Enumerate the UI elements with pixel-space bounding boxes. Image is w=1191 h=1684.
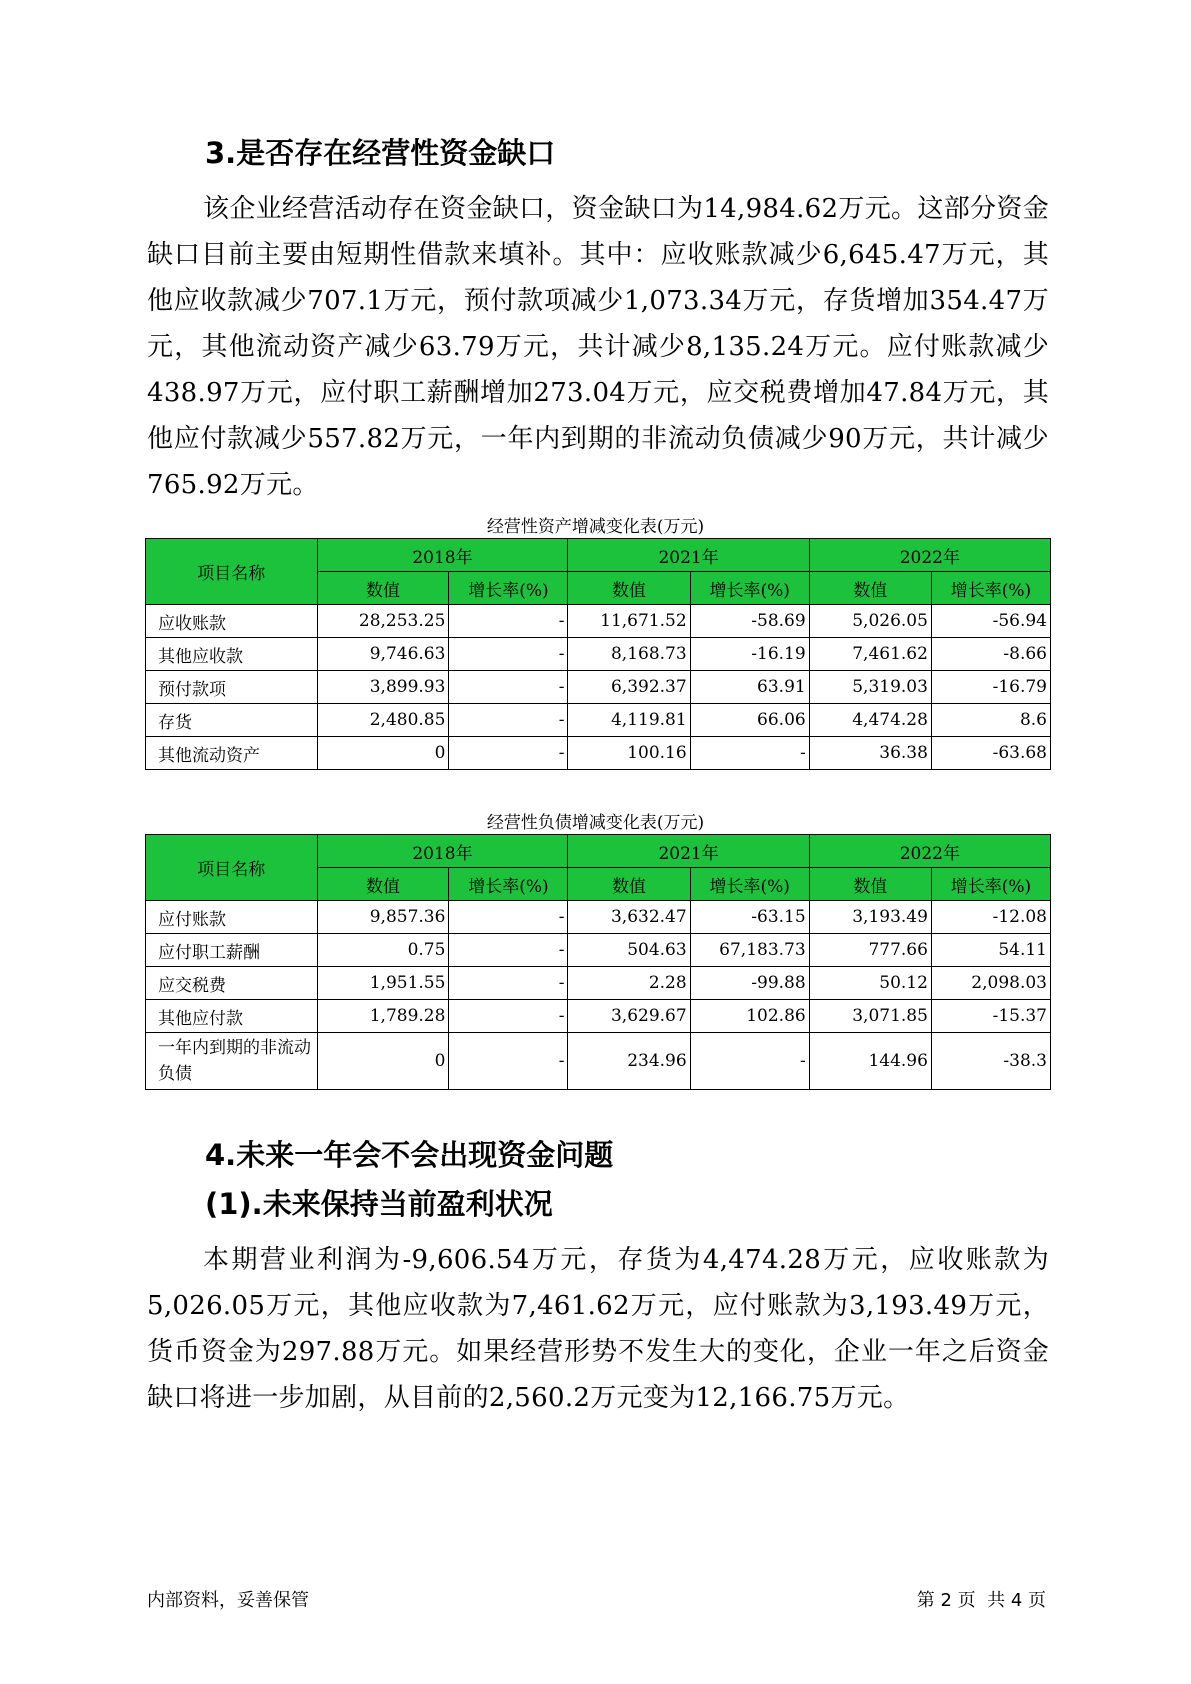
page-number: 第 2 页 共 4 页	[916, 1590, 1046, 1611]
value-2021: 234.96	[568, 1033, 690, 1090]
table-row	[146, 934, 1051, 967]
rate-2021: 67,183.73	[690, 934, 809, 967]
row-name: 其他应付款	[146, 1000, 318, 1033]
section4-paragraph: 本期营业利润为-9,606.54万元，存货为4,474.28万元，应收账款为5,026.05万元，其他应收款为7,461.62万元，应付账款为3,193.49万元，货币资金为297.88万元。如果经营形势不发生大的变化，企业一年之后资金缺口将进一步加剧，从目前的2,560.2万元变为12,166.75万元。	[147, 1245, 1049, 1413]
table-row	[146, 671, 1051, 704]
col-year-2022: 2022年	[809, 835, 1050, 868]
value-2021: 100.16	[568, 737, 690, 770]
col-year-2018: 2018年	[317, 835, 568, 868]
section4-subtitle: (1).未来保持当前盈利状况	[205, 1187, 553, 1221]
value-2018: 0	[317, 737, 449, 770]
rate-2018: -	[449, 967, 568, 1000]
row-name: 应收账款	[146, 605, 318, 638]
row-name: 预付款项	[146, 671, 318, 704]
value-2018: 2,480.85	[317, 704, 449, 737]
col-value: 数值	[568, 868, 690, 901]
rate-2022: 2,098.03	[931, 967, 1050, 1000]
value-2018: 0	[317, 1033, 449, 1090]
rate-2021: -63.15	[690, 901, 809, 934]
assets-table-caption: 经营性资产增减变化表(万元)	[486, 517, 705, 537]
col-item-name: 项目名称	[146, 835, 318, 901]
rate-2018: -	[449, 1033, 568, 1090]
rate-2021: 66.06	[690, 704, 809, 737]
value-2021: 2.28	[568, 967, 690, 1000]
value-2018: 3,899.93	[317, 671, 449, 704]
row-name: 应交税费	[146, 967, 318, 1000]
rate-2022: -63.68	[931, 737, 1050, 770]
table-row	[146, 605, 1051, 638]
value-2018: 1,951.55	[317, 967, 449, 1000]
col-year-2021: 2021年	[568, 539, 809, 572]
value-2022: 5,319.03	[809, 671, 931, 704]
value-2022: 3,193.49	[809, 901, 931, 934]
rate-2021: -99.88	[690, 967, 809, 1000]
col-year-2018: 2018年	[317, 539, 568, 572]
rate-2018: -	[449, 605, 568, 638]
col-item-name: 项目名称	[146, 539, 318, 605]
rate-2022: -8.66	[931, 638, 1050, 671]
col-value: 数值	[809, 572, 931, 605]
row-name: 一年内到期的非流动负债	[146, 1033, 318, 1090]
value-2021: 504.63	[568, 934, 690, 967]
rate-2022: -38.3	[931, 1033, 1050, 1090]
rate-2018: -	[449, 901, 568, 934]
value-2022: 777.66	[809, 934, 931, 967]
col-value: 数值	[568, 572, 690, 605]
col-rate: 增长率(%)	[449, 572, 568, 605]
rate-2018: -	[449, 934, 568, 967]
rate-2022: -15.37	[931, 1000, 1050, 1033]
row-name: 应付账款	[146, 901, 318, 934]
col-rate: 增长率(%)	[931, 572, 1050, 605]
col-rate: 增长率(%)	[931, 868, 1050, 901]
value-2021: 4,119.81	[568, 704, 690, 737]
rate-2021: -	[690, 1033, 809, 1090]
table-row	[146, 638, 1051, 671]
rate-2018: -	[449, 737, 568, 770]
col-value: 数值	[317, 572, 449, 605]
table-row	[146, 967, 1051, 1000]
value-2018: 28,253.25	[317, 605, 449, 638]
value-2021: 3,629.67	[568, 1000, 690, 1033]
rate-2018: -	[449, 638, 568, 671]
rate-2022: 54.11	[931, 934, 1050, 967]
row-name: 其他流动资产	[146, 737, 318, 770]
liabilities-table-caption: 经营性负债增减变化表(万元)	[486, 813, 705, 833]
value-2021: 11,671.52	[568, 605, 690, 638]
rate-2021: -16.19	[690, 638, 809, 671]
assets-table	[145, 538, 1051, 770]
rate-2022: -16.79	[931, 671, 1050, 704]
col-value: 数值	[809, 868, 931, 901]
rate-2018: -	[449, 671, 568, 704]
value-2022: 7,461.62	[809, 638, 931, 671]
rate-2021: 63.91	[690, 671, 809, 704]
liabilities-table	[145, 834, 1051, 1090]
row-name: 其他应收款	[146, 638, 318, 671]
section4-title: 4.未来一年会不会出现资金问题	[205, 1138, 614, 1172]
rate-2021: -58.69	[690, 605, 809, 638]
value-2021: 6,392.37	[568, 671, 690, 704]
value-2018: 0.75	[317, 934, 449, 967]
col-year-2022: 2022年	[809, 539, 1050, 572]
value-2018: 9,857.36	[317, 901, 449, 934]
value-2021: 3,632.47	[568, 901, 690, 934]
section3-title: 3.是否存在经营性资金缺口	[205, 136, 556, 170]
rate-2018: -	[449, 1000, 568, 1033]
col-rate: 增长率(%)	[690, 572, 809, 605]
col-value: 数值	[317, 868, 449, 901]
value-2022: 36.38	[809, 737, 931, 770]
value-2022: 144.96	[809, 1033, 931, 1090]
value-2021: 8,168.73	[568, 638, 690, 671]
table-row	[146, 1000, 1051, 1033]
rate-2018: -	[449, 704, 568, 737]
rate-2022: -56.94	[931, 605, 1050, 638]
rate-2021: 102.86	[690, 1000, 809, 1033]
row-name: 应付职工薪酬	[146, 934, 318, 967]
col-rate: 增长率(%)	[690, 868, 809, 901]
value-2018: 9,746.63	[317, 638, 449, 671]
rate-2022: -12.08	[931, 901, 1050, 934]
value-2022: 5,026.05	[809, 605, 931, 638]
table-row	[146, 1033, 1051, 1090]
value-2018: 1,789.28	[317, 1000, 449, 1033]
value-2022: 4,474.28	[809, 704, 931, 737]
rate-2022: 8.6	[931, 704, 1050, 737]
rate-2021: -	[690, 737, 809, 770]
table-row	[146, 737, 1051, 770]
value-2022: 50.12	[809, 967, 931, 1000]
row-name: 存货	[146, 704, 318, 737]
footer-note: 内部资料，妥善保管	[147, 1590, 309, 1611]
col-year-2021: 2021年	[568, 835, 809, 868]
value-2022: 3,071.85	[809, 1000, 931, 1033]
col-rate: 增长率(%)	[449, 868, 568, 901]
section3-paragraph: 该企业经营活动存在资金缺口，资金缺口为14,984.62万元。这部分资金缺口目前主要由短期性借款来填补。其中：应收账款减少6,645.47万元，其他应收款减少707.1万元，预付款项减少1,073.34万元，存货增加354.47万元，其他流动资产减少63.79万元，共计减少8,135.24万元。应付账款减少438.97万元，应付职工薪酬增加273.04万元，应交税费增加47.84万元，其他应付款减少557.82万元，一年内到期的非流动负债减少90万元，共计减少765.92万元。	[147, 194, 1049, 500]
table-row	[146, 901, 1051, 934]
table-row	[146, 704, 1051, 737]
